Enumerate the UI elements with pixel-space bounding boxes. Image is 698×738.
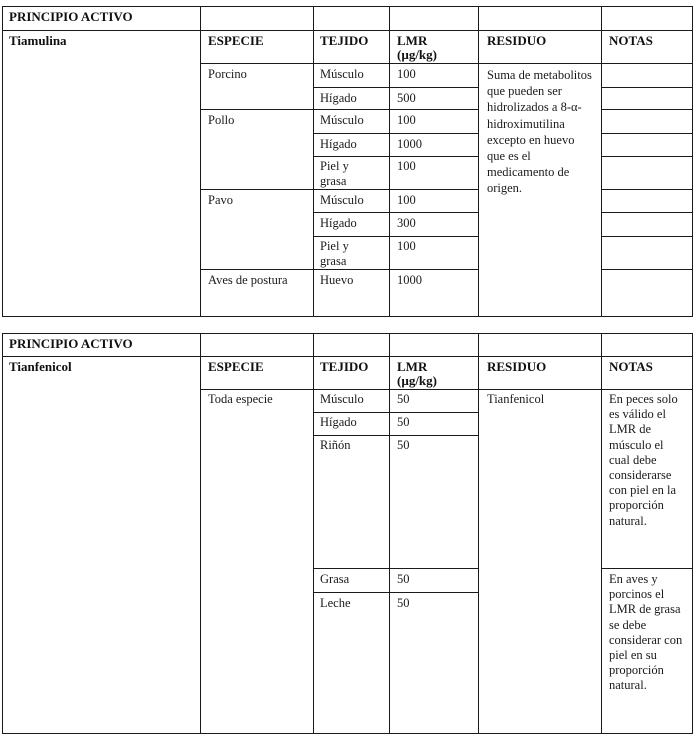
cell-residuo: Tianfenicol bbox=[487, 392, 545, 406]
cell-tejido: Grasa bbox=[320, 572, 350, 586]
header-residuo: RESIDUO bbox=[487, 359, 547, 374]
header-especie: ESPECIE bbox=[208, 359, 264, 374]
cell-lmr: 100 bbox=[397, 113, 416, 127]
cell-tejido: Hígado bbox=[320, 137, 357, 151]
cell-lmr: 50 bbox=[397, 438, 410, 452]
active-ingredient-name: Tianfenicol bbox=[9, 359, 72, 374]
cell-tejido: Músculo bbox=[320, 67, 364, 81]
header-tejido: TEJIDO bbox=[320, 33, 369, 48]
cell-especie: Pollo bbox=[208, 113, 235, 127]
cell-lmr: 50 bbox=[397, 572, 410, 586]
cell-lmr: 50 bbox=[397, 596, 410, 610]
cell-lmr: 50 bbox=[397, 392, 410, 406]
header-notas: NOTAS bbox=[609, 33, 653, 48]
cell-lmr: 1000 bbox=[397, 137, 422, 151]
header-tejido: TEJIDO bbox=[320, 359, 369, 374]
cell-lmr: 300 bbox=[397, 216, 416, 230]
cell-tejido: Hígado bbox=[320, 216, 357, 230]
active-ingredient-name: Tiamulina bbox=[9, 33, 67, 48]
cell-residuo: Suma de metabolitos que pueden ser hidrolizados a 8-α-hidroximutilina excepto en huevo que es el medicamento de origen. bbox=[487, 68, 592, 196]
header-lmr: LMR bbox=[397, 33, 428, 48]
cell-lmr: 100 bbox=[397, 67, 416, 81]
cell-tejido: Músculo bbox=[320, 113, 364, 127]
header-residuo: RESIDUO bbox=[487, 33, 547, 48]
header-especie: ESPECIE bbox=[208, 33, 264, 48]
cell-especie: Pavo bbox=[208, 193, 233, 207]
cell-tejido: Piel y grasa bbox=[320, 159, 349, 188]
cell-tejido: Músculo bbox=[320, 392, 364, 406]
cell-tejido: Riñón bbox=[320, 438, 351, 452]
cell-tejido: Hígado bbox=[320, 415, 357, 429]
header-lmr-unit: (µg/kg) bbox=[397, 373, 437, 388]
cell-especie: Toda especie bbox=[208, 392, 273, 406]
cell-lmr: 100 bbox=[397, 239, 416, 253]
cell-nota: En peces solo es válido el LMR de músculo el cual debe considerarse con piel en la proporción natural. bbox=[609, 392, 678, 528]
cell-tejido: Hígado bbox=[320, 91, 357, 105]
cell-tejido: Huevo bbox=[320, 273, 354, 287]
header-lmr-unit: (µg/kg) bbox=[397, 47, 437, 62]
cell-lmr: 50 bbox=[397, 415, 410, 429]
cell-especie: Aves de postura bbox=[208, 273, 288, 287]
cell-lmr: 100 bbox=[397, 193, 416, 207]
cell-lmr: 1000 bbox=[397, 273, 422, 287]
header-notas: NOTAS bbox=[609, 359, 653, 374]
cell-nota: En aves y porcinos el LMR de grasa se debe considerar con piel en su proporción natural. bbox=[609, 572, 683, 693]
cell-especie: Porcino bbox=[208, 67, 247, 81]
cell-tejido: Leche bbox=[320, 596, 351, 610]
header-lmr: LMR bbox=[397, 359, 428, 374]
section-label: PRINCIPIO ACTIVO bbox=[9, 336, 133, 351]
cell-lmr: 500 bbox=[397, 91, 416, 105]
section-label: PRINCIPIO ACTIVO bbox=[9, 9, 133, 24]
cell-lmr: 100 bbox=[397, 159, 416, 173]
cell-tejido: Músculo bbox=[320, 193, 364, 207]
cell-tejido: Piel y grasa bbox=[320, 239, 349, 268]
